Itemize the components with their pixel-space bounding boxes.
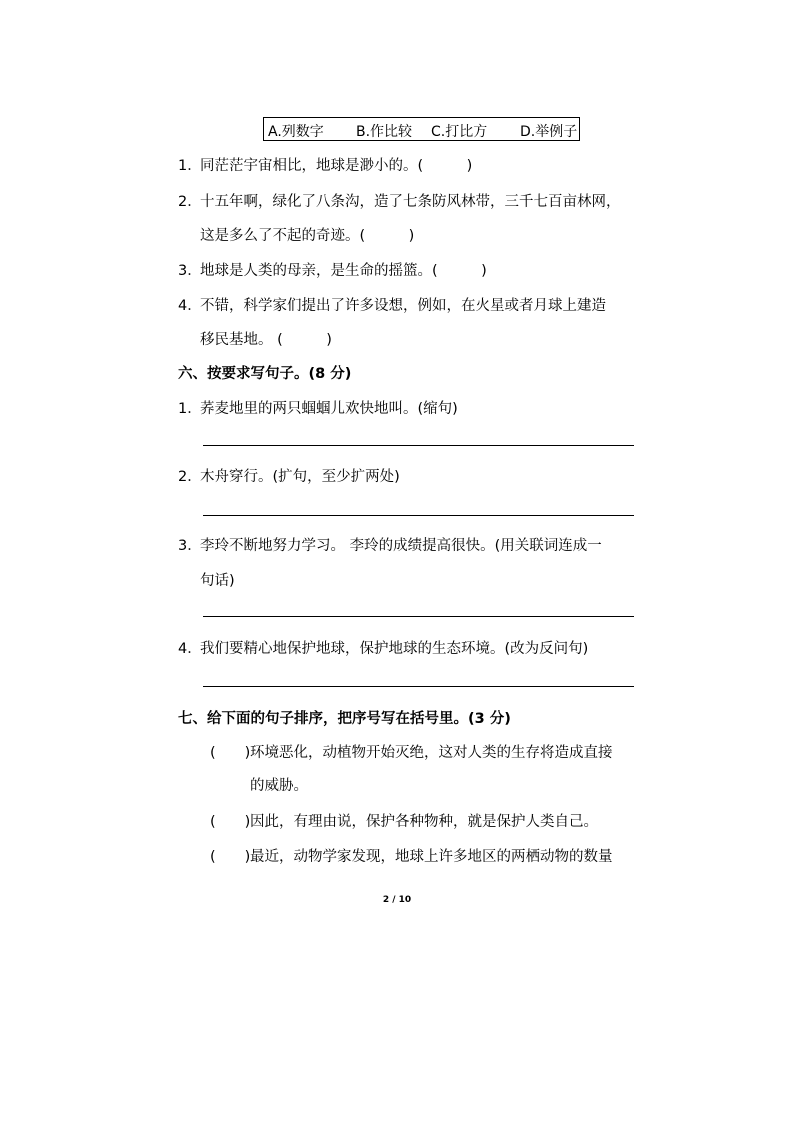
question-item: 4．我们要精心地保护地球，保护地球的生态环境。(改为反问句): [178, 641, 589, 657]
answer-line[interactable]: [203, 616, 634, 617]
answer-line[interactable]: [203, 445, 634, 446]
question-item: 1．荞麦地里的两只蝈蝈儿欢快地叫。(缩句): [178, 401, 458, 417]
page-number: 2 / 10: [382, 895, 412, 905]
order-paren[interactable]: ( ): [210, 745, 251, 761]
question-item: 4．不错，科学家们提出了许多设想，例如，在火星或者月球上建造: [178, 298, 606, 314]
question-item: 3．李玲不断地努力学习。 李玲的成绩提高很快。(用关联词连成一: [178, 538, 602, 554]
section-heading: 七、给下面的句子排序，把序号写在括号里。(3 分): [178, 711, 511, 727]
option-d: D.举例子: [520, 124, 578, 140]
section-heading: 六、按要求写句子。(8 分): [178, 366, 352, 382]
question-item-continued: 句话): [200, 573, 235, 589]
question-item: 2．十五年啊，绿化了八条沟，造了七条防风林带，三千七百亩林网，: [178, 194, 621, 210]
question-item: 2．木舟穿行。(扩句，至少扩两处): [178, 469, 400, 485]
question-item-continued: 这是多么了不起的奇迹。( ): [200, 228, 415, 244]
question-item: 3．地球是人类的母亲，是生命的摇篮。( ): [178, 263, 487, 279]
order-paren[interactable]: ( ): [210, 814, 251, 830]
order-item-continued: 的威胁。: [250, 778, 308, 794]
options-box: [263, 117, 580, 141]
order-item: ( )因此，有理由说，保护各种物种，就是保护人类自己。: [210, 810, 598, 831]
option-c: C.打比方: [431, 124, 488, 140]
order-item: ( )环境恶化，动植物开始灭绝，这对人类的生存将造成直接: [210, 741, 613, 762]
option-b: B.作比较: [356, 124, 413, 140]
order-item: ( )最近，动物学家发现，地球上许多地区的两栖动物的数量: [210, 845, 613, 866]
question-item: 1．同茫茫宇宙相比，地球是渺小的。( ): [178, 158, 473, 174]
question-item-continued: 移民基地。 ( ): [200, 332, 332, 348]
order-paren[interactable]: ( ): [210, 849, 251, 865]
option-a: A.列数字: [268, 124, 324, 140]
answer-line[interactable]: [203, 686, 634, 687]
answer-line[interactable]: [203, 515, 634, 516]
